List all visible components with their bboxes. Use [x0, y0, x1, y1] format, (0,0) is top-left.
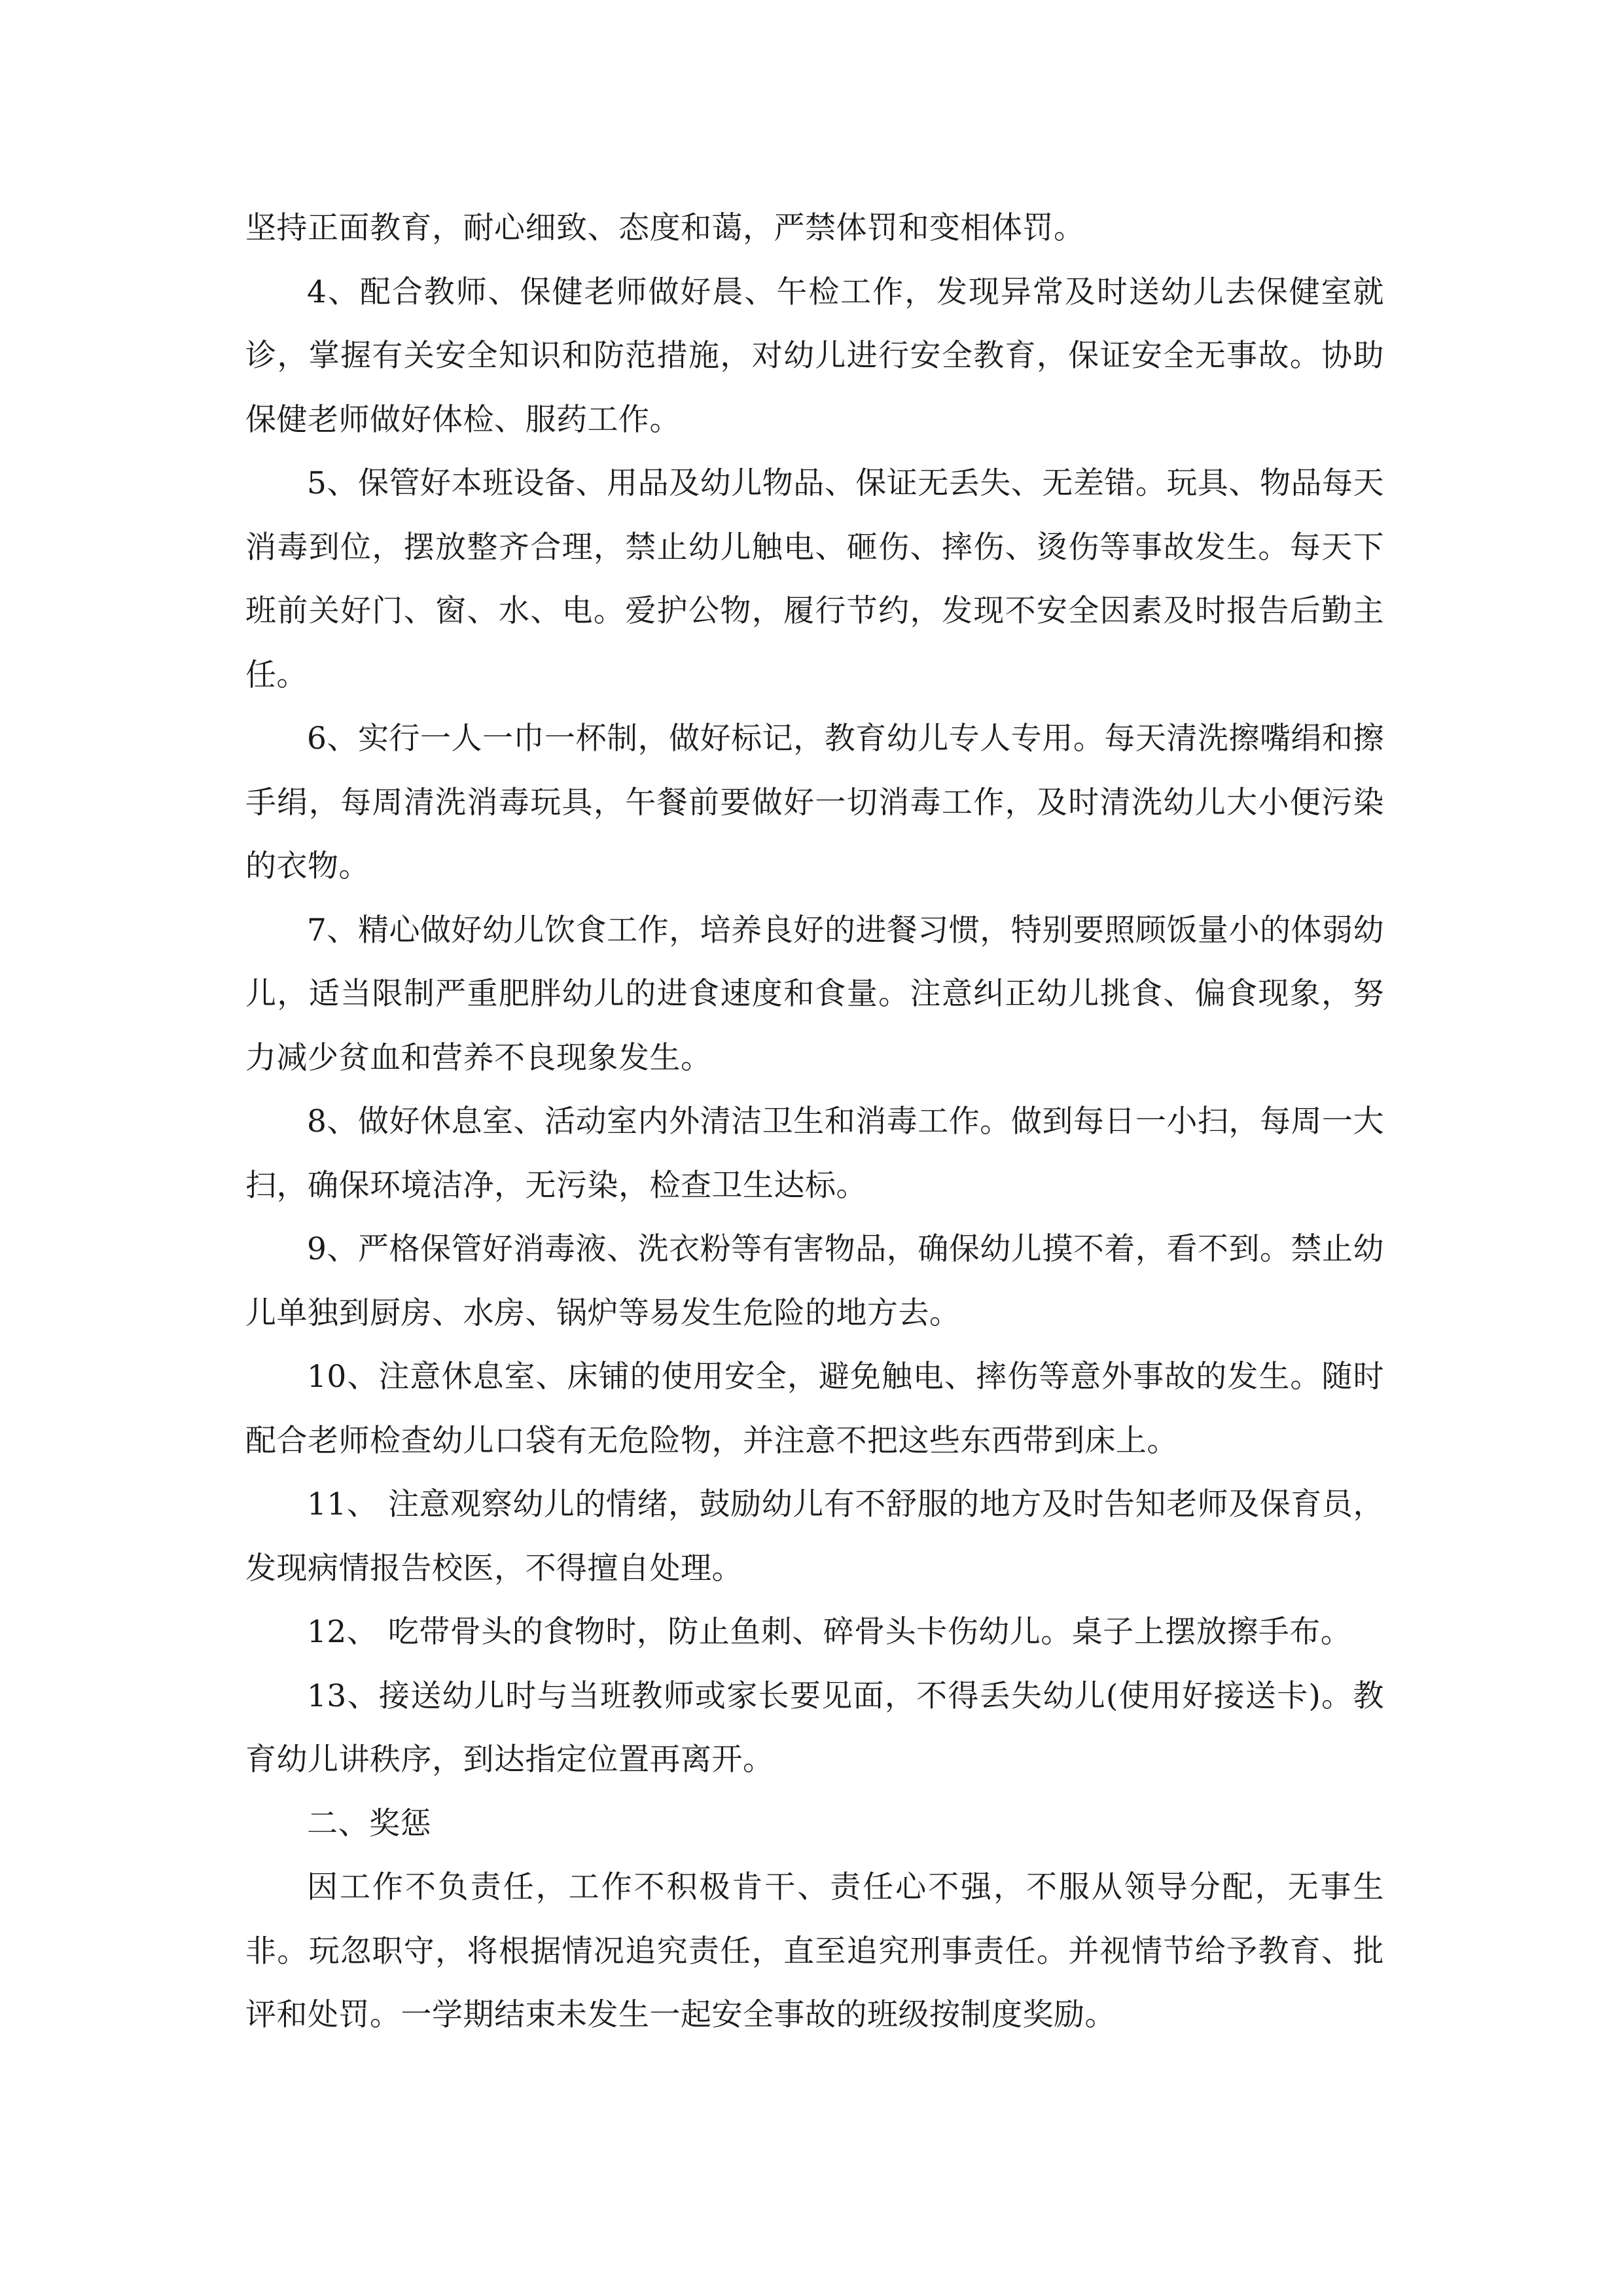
section-heading-rewards-penalties: 二、奖惩 [307, 1805, 431, 1842]
document-body [245, 196, 1384, 2047]
paragraph-item-11: 11、 注意观察幼儿的情绪，鼓励幼儿有不舒服的地方及时告知老师及保育员，发现病情报告校医，不得擅自处理。 [245, 1486, 1384, 1587]
paragraph-continuation: 坚持正面教育，耐心细致、态度和蔼，严禁体罚和变相体罚。 [245, 210, 1085, 246]
paragraph-item-6: 6、实行一人一巾一杯制，做好标记，教育幼儿专人专用。每天清洗擦嘴绢和擦手绢，每周清洗消毒玩具，午餐前要做好一切消毒工作，及时清洗幼儿大小便污染的衣物。 [245, 721, 1384, 884]
paragraph-item-5: 5、保管好本班设备、用品及幼儿物品、保证无丢失、无差错。玩具、物品每天消毒到位，摆放整齐合理，禁止幼儿触电、砸伤、摔伤、烫伤等事故发生。每天下班前关好门、窗、水、电。爱护公物，履行节约，发现不安全因素及时报告后勤主任。 [245, 465, 1384, 693]
paragraph-item-4: 4、配合教师、保健老师做好晨、午检工作，发现异常及时送幼儿去保健室就诊，掌握有关安全知识和防范措施，对幼儿进行安全教育，保证安全无事故。协助保健老师做好体检、服药工作。 [245, 274, 1384, 438]
paragraph-rewards-penalties: 因工作不负责任，工作不积极肯干、责任心不强，不服从领导分配，无事生非。玩忽职守，将根据情况追究责任，直至追究刑事责任。并视情节给予教育、批评和处罚。一学期结束未发生一起安全事故的班级按制度奖励。 [245, 1869, 1384, 2033]
paragraph-item-10: 10、注意休息室、床铺的使用安全，避免触电、摔伤等意外事故的发生。随时配合老师检查幼儿口袋有无危险物，并注意不把这些东西带到床上。 [245, 1359, 1384, 1459]
paragraph-item-13: 13、接送幼儿时与当班教师或家长要见面，不得丢失幼儿(使用好接送卡)。教育幼儿讲秩序，到达指定位置再离开。 [245, 1677, 1384, 1778]
paragraph-item-8: 8、做好休息室、活动室内外清洁卫生和消毒工作。做到每日一小扫，每周一大扫，确保环境洁净，无污染，检查卫生达标。 [245, 1103, 1384, 1204]
paragraph-item-7: 7、精心做好幼儿饮食工作，培养良好的进餐习惯，特别要照顾饭量小的体弱幼儿，适当限制严重肥胖幼儿的进食速度和食量。注意纠正幼儿挑食、偏食现象，努力减少贫血和营养不良现象发生。 [245, 912, 1384, 1076]
paragraph-item-9: 9、严格保管好消毒液、洗衣粉等有害物品，确保幼儿摸不着，看不到。禁止幼儿单独到厨房、水房、锅炉等易发生危险的地方去。 [245, 1231, 1384, 1331]
paragraph-item-12: 12、 吃带骨头的食物时，防止鱼刺、碎骨头卡伤幼儿。桌子上摆放擦手布。 [307, 1614, 1352, 1650]
